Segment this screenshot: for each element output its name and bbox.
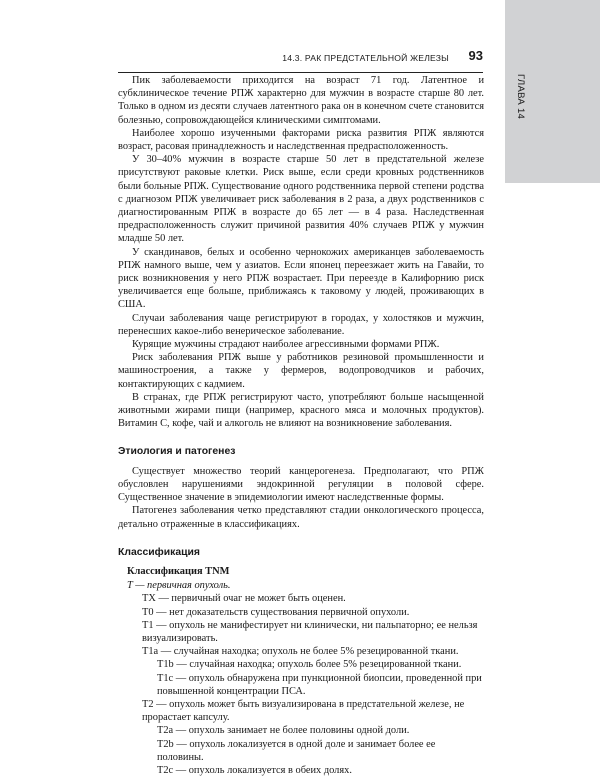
body-paragraph: В странах, где РПЖ регистрируют часто, употребляют больше насыщенной животными жирами пищи (например, красного мяса и молочных продуктов). Витамин С, кофе, чай и алкоголь не влияют на возникновение заболевания. — [118, 391, 484, 430]
tnm-item: TX — первичный очаг не может быть оценен. — [142, 593, 346, 605]
tnm-list — [118, 592, 484, 777]
tnm-item: T2b — опухоль локализуется в одной доле и занимает более ее половины. — [157, 738, 436, 763]
tnm-item: T1a — случайная находка; опухоль не более 5% резецированной ткани. — [142, 646, 459, 658]
body-paragraph: У 30–40% мужчин в возрасте старше 50 лет в предстательной железе присутствуют раковые клетки. Риск выше, если среди кровных родственников были больные РПЖ. Существование одного родственника первой степени родства с диагнозом РПЖ увеличивает риск заболевания в 2 раза, а двух родственников с диагностированным РПЖ в возрасте до 65 лет — в 4 раза. Наследственная предрасположенность служит причиной развития 40% случаев РПЖ у мужчин младше 50 лет. — [118, 154, 484, 245]
t-definition: T — первичная опухоль. — [127, 580, 231, 592]
body-paragraph: Риск заболевания РПЖ выше у работников резиновой промышленности и машиностроения, а также у фермеров, водопроводчиков и рабочих, контактирующих с кадмием. — [118, 352, 484, 390]
body-paragraph: Пик заболеваемости приходится на возраст 71 год. Латентное и субклиническое течение РПЖ характерно для мужчин в возрасте старше 80 лет. Только в одном из десяти случаев латентного рака он в конечном счете становится болезнью, сопровождающейся клиническими симптомами. — [118, 75, 484, 126]
body-paragraph: У скандинавов, белых и особенно чернокожих американцев заболеваемость РПЖ намного выше, чем у азиатов. Если японец переезжает жить на Гавайи, то риск возникновения у него РПЖ возрастает. При переезде в Калифорнию риск увеличивается еще больше, приближаясь к таковому у людей, проживающих в США. — [118, 246, 484, 311]
body-paragraph: Курящие мужчины страдают наиболее агрессивными формами РПЖ. — [132, 339, 440, 351]
tnm-item: T2a — опухоль занимает не более половины одной доли. — [157, 725, 410, 737]
tnm-item: T1b — случайная находка; опухоль более 5% резецированной ткани. — [157, 659, 462, 671]
chapter-side-tab — [505, 0, 600, 183]
chapter-tab-label: ГЛАВА 14 — [515, 74, 526, 120]
tnm-item: T2 — опухоль может быть визуализирована в предстательной железе, не прорастает капсулу. — [142, 698, 465, 724]
section-heading-etiology: Этиология и патогенез — [118, 446, 236, 458]
body-paragraph: Наиболее хорошо изученными факторами риска развития РПЖ являются возраст, расовая принадлежность и наследственная предрасположенность. — [118, 127, 484, 153]
tnm-item: T1c — опухоль обнаружена при пункционной биопсии, проведенной при повышенной концентрации ПСА. — [157, 672, 482, 697]
page-content — [118, 74, 484, 777]
section-heading-classification: Классификация — [118, 546, 200, 558]
running-head-title: 14.3. РАК ПРЕДСТАТЕЛЬНОЙ ЖЕЛЕЗЫ — [282, 53, 449, 63]
subheading-tnm: Классификация TNM — [127, 565, 230, 577]
page-number: 93 — [468, 48, 483, 63]
running-head — [118, 50, 483, 73]
tnm-item: T2c — опухоль локализуется в обеих долях. — [157, 764, 352, 776]
tnm-item: T1 — опухоль не манифестирует ни клинически, ни пальпаторно; ее нельзя визуализировать. — [142, 619, 478, 644]
tnm-item: T0 — нет доказательств существования первичной опухоли. — [142, 606, 410, 618]
body-paragraph: Патогенез заболевания четко представляют стадии онкологического процесса, детально отраженные в классификациях. — [118, 505, 484, 530]
body-paragraph: Существует множество теорий канцерогенеза. Предполагают, что РПЖ обусловлен нарушениями эндокринной регуляции в половой сфере. Существенное значение в эпидемиологии имеют наследственные формы. — [118, 465, 484, 504]
body-paragraph: Случаи заболевания чаще регистрируют в городах, у холостяков и мужчин, перенесших какое-либо венерическое заболевание. — [118, 312, 484, 337]
